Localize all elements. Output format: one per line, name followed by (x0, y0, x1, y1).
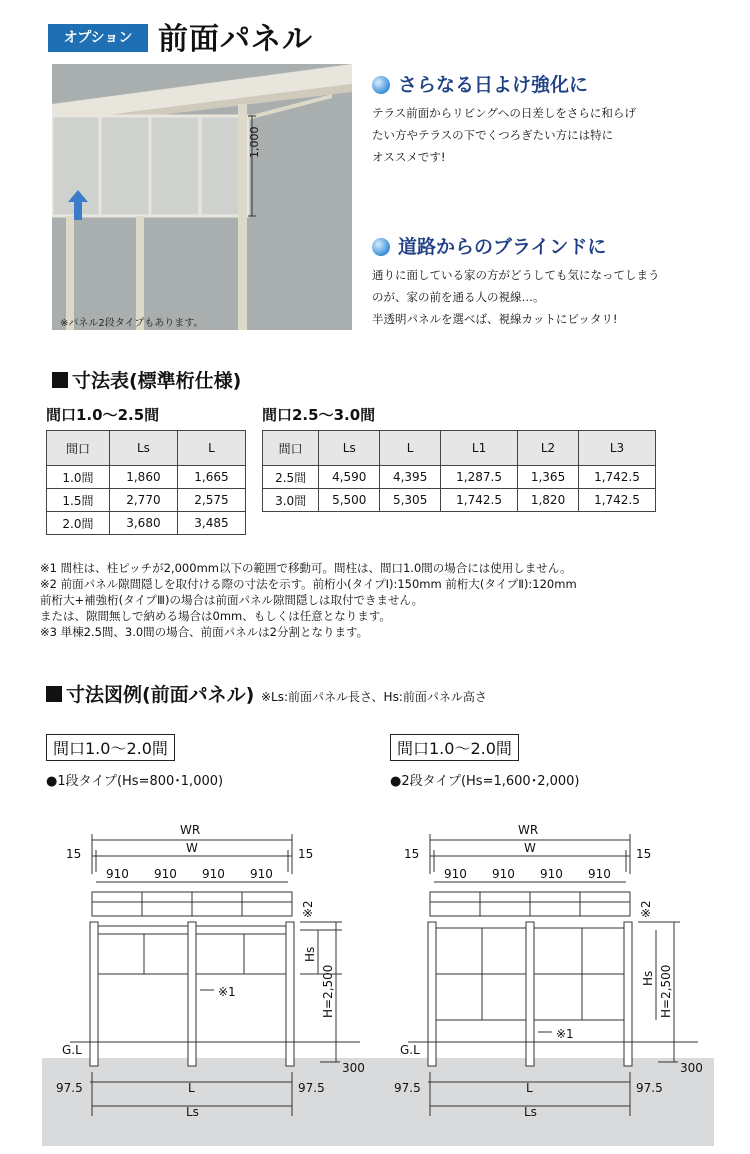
left-span-label: 間口1.0〜2.0間 (46, 734, 175, 761)
dim-module: 910 (588, 867, 611, 881)
dim-15-left: 15 (66, 847, 82, 861)
dim-ls: Ls (524, 1105, 537, 1119)
dim-l: L (526, 1081, 533, 1095)
footnotes: ※1 間柱は、柱ピッチが2,000mm以下の範囲で移動可。間柱は、間口1.0間の場合には使用しません。 ※2 前面パネル隙間隠しを取付ける際の寸法を示す。前桁小(タイプⅠ):150mm 前桁大(タイプⅡ):120mm 前桁大+補強桁(タイプⅢ)の場合は前面パネル隙間隠しは取付できません。 または、隙間無しで納める場合は0mm、もしくは任意となります。 ※3 単棟2.5間、3.0間の場合、前面パネルは2分割となります。 (40, 561, 577, 639)
dim-table-1 (46, 430, 246, 535)
feature-2-text: 通りに面している家の方がどうしても気になってしまう のが、家の前を通る人の視線…。 半透明パネルを選べば、視線カットにピッタリ! (372, 268, 660, 326)
bullet-icon (372, 76, 390, 94)
dim-edge-left: 97.5 (394, 1081, 421, 1095)
dim-w: W (524, 841, 536, 855)
dim-hs: Hs (303, 946, 317, 962)
dim-module: 910 (202, 867, 225, 881)
feature-2-title: 道路からのブラインドに (372, 232, 606, 259)
table-header-row: 間口 Ls L (47, 431, 246, 466)
diagram-heading: 寸法図例(前面パネル) ※Ls:前面パネル長さ、Hs:前面パネル高さ (46, 680, 487, 707)
left-type-label: ●1段タイプ(Hs=800･1,000) (46, 774, 224, 789)
table-header-row: 間口 Ls L L1 L2 L3 (263, 431, 656, 466)
dim-table-2 (262, 430, 656, 512)
dim-h: H=2,500 (659, 964, 673, 1018)
dim-wr: WR (518, 823, 539, 837)
right-span-label: 間口1.0〜2.0間 (390, 734, 519, 761)
dim-module: 910 (154, 867, 177, 881)
dim-w: W (186, 841, 198, 855)
photo-dimension-label: 1,000 (248, 126, 261, 158)
dim-15-right: 15 (298, 847, 314, 861)
note1-mark: ※1 (556, 1027, 574, 1041)
gl-label: G.L (62, 1043, 82, 1057)
table-row: 1.5間 2,770 2,575 (47, 489, 246, 512)
dim-module: 910 (444, 867, 467, 881)
dim-300: 300 (680, 1061, 703, 1075)
bullet-icon (372, 238, 390, 256)
dim-ls: Ls (186, 1105, 199, 1119)
gl-label: G.L (400, 1043, 420, 1057)
page-title: 前面パネル (158, 22, 313, 57)
note2-mark: ※2 (639, 900, 653, 918)
dim-l: L (188, 1081, 195, 1095)
dim-edge-left: 97.5 (56, 1081, 83, 1095)
dim-h: H=2,500 (321, 964, 335, 1018)
feature-1-title: さらなる日よけ強化に (372, 70, 588, 97)
table-row: 1.0間 1,860 1,665 (47, 466, 246, 489)
dim-300: 300 (342, 1061, 365, 1075)
right-type-label: ●2段タイプ(Hs=1,600･2,000) (390, 774, 580, 789)
dim-hs: Hs (641, 970, 655, 986)
dim-edge-right: 97.5 (298, 1081, 325, 1095)
feature-1-text: テラス前面からリビングへの日差しをさらに和らげ たい方やテラスの下でくつろぎたい方には特に オススメです! (372, 106, 636, 164)
dim-edge-right: 97.5 (636, 1081, 663, 1095)
dim-module: 910 (250, 867, 273, 881)
dim-module: 910 (106, 867, 129, 881)
option-badge: オプション (48, 24, 148, 52)
note1-mark: ※1 (218, 985, 236, 999)
dim-table-heading: 寸法表(標準桁仕様) (52, 366, 241, 393)
dim-wr: WR (180, 823, 201, 837)
terrace-illustration (52, 64, 352, 330)
table1-title: 間口1.0〜2.5間 (46, 406, 160, 424)
dim-module: 910 (540, 867, 563, 881)
note2-mark: ※2 (301, 900, 315, 918)
table2-title: 間口2.5〜3.0間 (262, 406, 376, 424)
dimension-diagrams (0, 810, 750, 1154)
table-row: 2.0間 3,680 3,485 (47, 512, 246, 535)
product-photo (52, 64, 352, 330)
dim-module: 910 (492, 867, 515, 881)
dim-15-right: 15 (636, 847, 652, 861)
photo-note: ※パネル2段タイプもあります。 (60, 318, 204, 329)
table-row: 2.5間 4,590 4,395 1,287.5 1,365 1,742.5 (263, 466, 656, 489)
table-row: 3.0間 5,500 5,305 1,742.5 1,820 1,742.5 (263, 489, 656, 512)
dim-15-left: 15 (404, 847, 420, 861)
